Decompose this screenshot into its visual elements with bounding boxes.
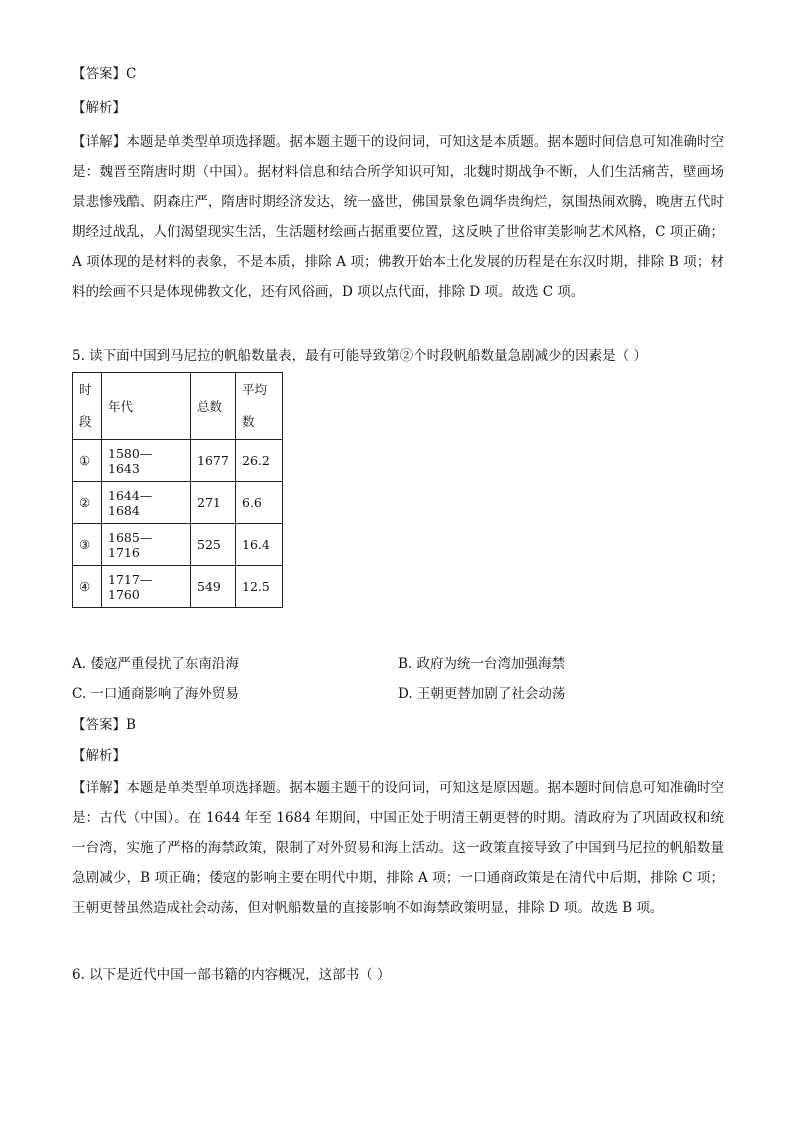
table-row bbox=[73, 440, 283, 482]
table-row bbox=[73, 566, 283, 608]
header-period-line2: 段 bbox=[79, 414, 92, 429]
option-d: D. 王朝更替加剧了社会动荡 bbox=[398, 686, 566, 702]
cell-period: ② bbox=[73, 482, 102, 524]
cell-period: ① bbox=[73, 440, 102, 482]
header-avg-line2: 数 bbox=[242, 414, 255, 429]
q5-answer: 【答案】B bbox=[72, 717, 136, 733]
option-a: A. 倭寇严重侵扰了东南沿海 bbox=[72, 656, 239, 672]
q6-stem: 6. 以下是近代中国一部书籍的内容概况，这部书（ ） bbox=[72, 967, 391, 983]
cell-years: 1644—1684 bbox=[102, 482, 191, 524]
cell-total: 525 bbox=[191, 524, 236, 566]
header-avg-line1: 平均 bbox=[242, 382, 268, 397]
option-b: B. 政府为统一台湾加强海禁 bbox=[398, 656, 566, 672]
cell-total: 549 bbox=[191, 566, 236, 608]
q5-analysis-label: 【解析】 bbox=[72, 748, 126, 764]
q4-analysis-label: 【解析】 bbox=[72, 100, 126, 116]
header-period-line1: 时 bbox=[79, 382, 92, 397]
cell-total: 271 bbox=[191, 482, 236, 524]
cell-avg: 6.6 bbox=[236, 482, 283, 524]
header-total: 总数 bbox=[191, 373, 236, 440]
table-header-row bbox=[73, 373, 283, 440]
ship-count-table bbox=[72, 372, 283, 608]
cell-period: ③ bbox=[73, 524, 102, 566]
table-row bbox=[73, 524, 283, 566]
option-c: C. 一口通商影响了海外贸易 bbox=[72, 686, 239, 702]
cell-avg: 26.2 bbox=[236, 440, 283, 482]
header-period bbox=[73, 373, 102, 440]
cell-years: 1717—1760 bbox=[102, 566, 191, 608]
q4-detail: 【详解】本题是单类型单项选择题。据本题主题干的设问词，可知这是本质题。据本题时间信息可知准确时空是：魏晋至隋唐时期（中国）。据材料信息和结合所学知识可知，北魏时期战争不断，人们生活痛苦，壁画场景悲惨残酷、阴森庄严，隋唐时期经济发达，统一盛世，佛国景象色调华贵绚烂，氛围热闹欢腾，晚唐五代时期经过战乱，人们渴望现实生活，生活题材绘画占据重要位置，这反映了世俗审美影响艺术风格，C 项正确；A 项体现的是材料的表象，不是本质，排除 A 项；佛教开始本土化发展的历程是在东汉时期，排除 B 项；材料的绘画不只是体现佛教文化，还有风俗画，D 项以点代面，排除 D 项。故选 C 项。 bbox=[72, 134, 724, 300]
cell-years: 1580—1643 bbox=[102, 440, 191, 482]
cell-avg: 12.5 bbox=[236, 566, 283, 608]
cell-total: 1677 bbox=[191, 440, 236, 482]
cell-period: ④ bbox=[73, 566, 102, 608]
header-avg bbox=[236, 373, 283, 440]
cell-years: 1685—1716 bbox=[102, 524, 191, 566]
q5-stem: 5. 读下面中国到马尼拉的帆船数量表，最有可能导致第②个时段帆船数量急剧减少的因素是（ ） bbox=[72, 348, 647, 364]
q5-detail: 【详解】本题是单类型单项选择题。据本题主题干的设问词，可知这是原因题。据本题时间信息可知准确时空是：古代（中国）。在 1644 年至 1684 年期间，中国正处于明清王朝更替的时期。清政府为了巩固政权和统一台湾，实施了严格的海禁政策，限制了对外贸易和海上活动。这一政策直接导致了中国到马尼拉的帆船数量急剧减少，B 项正确；倭寇的影响主要在明代中期，排除 A 项；一口通商政策是在清代中后期，排除 C 项；王朝更替虽然造成社会动荡，但对帆船数量的直接影响不如海禁政策明显，排除 D 项。故选 B 项。 bbox=[72, 780, 724, 916]
cell-avg: 16.4 bbox=[236, 524, 283, 566]
q4-answer: 【答案】C bbox=[72, 66, 137, 82]
table-row bbox=[73, 482, 283, 524]
header-years: 年代 bbox=[102, 373, 191, 440]
